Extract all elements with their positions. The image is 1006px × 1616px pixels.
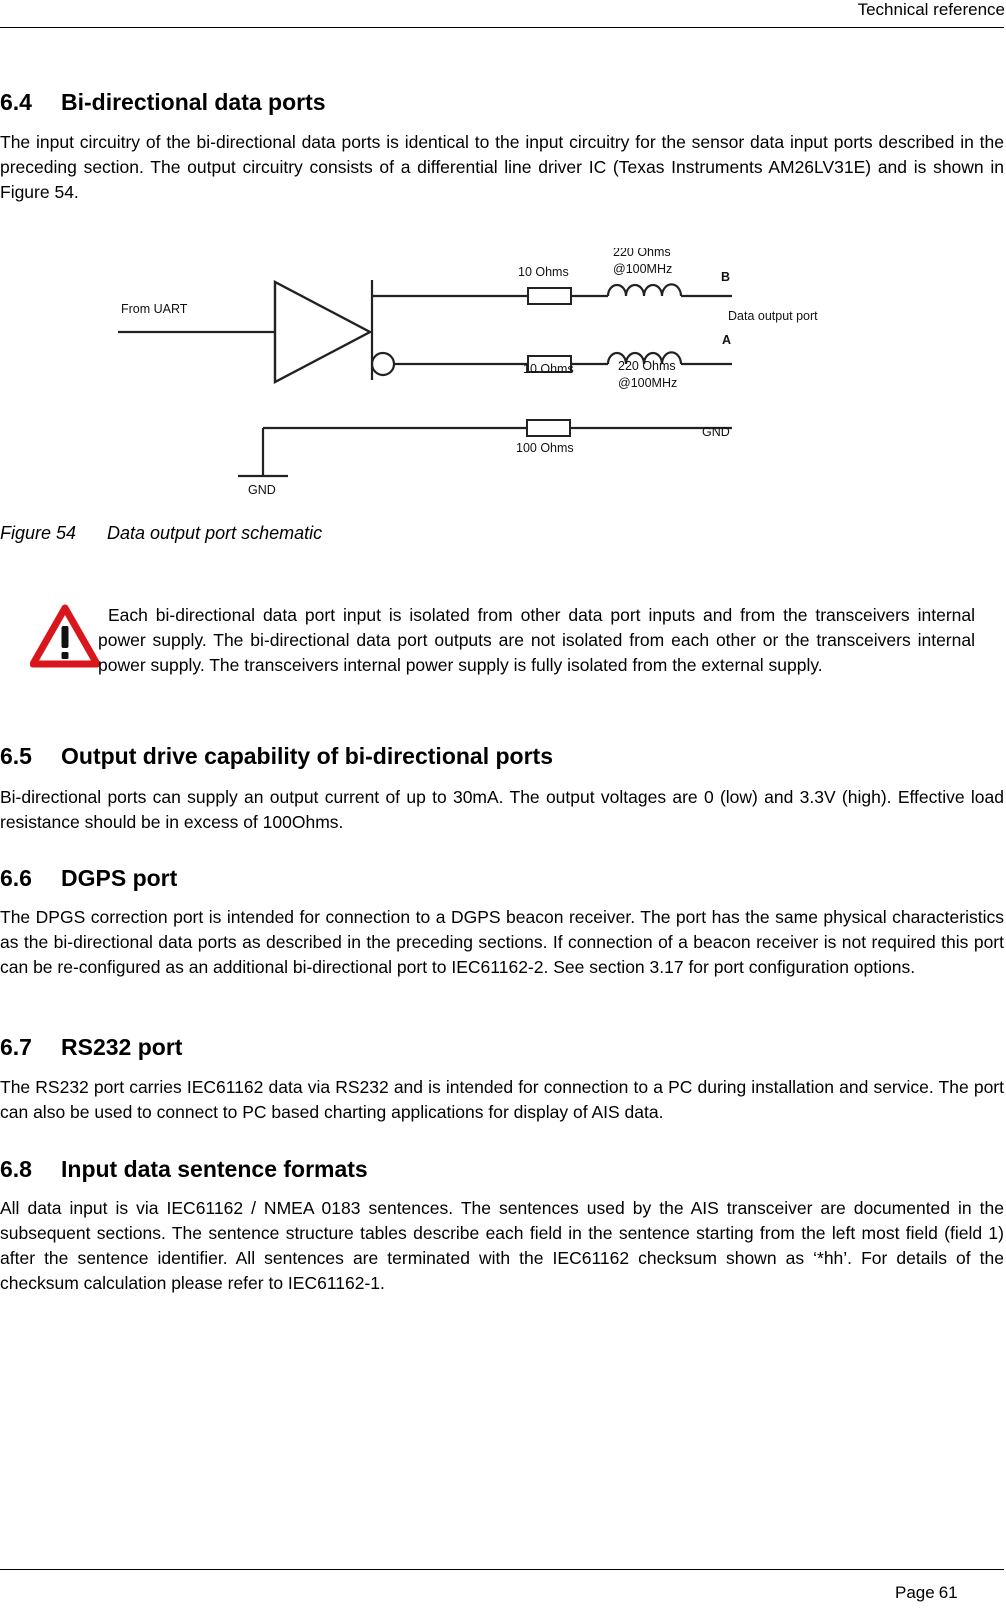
section-body-6-8: All data input is via IEC61162 / NMEA 0183 sentences. The sentences used by the AIS transceiver are documented in the subsequent sections. The sentence structure tables describe each field in the sentence starting from the left most field (field 1) after the sentence identifier. All sentences are terminated with the IEC61162 checksum shown as ‘*hh’. For details of the checksum calculation please refer to IEC61162-1. bbox=[0, 1198, 1004, 1293]
section-body-6-4: The input circuitry of the bi-directional data ports is identical to the input circuitry for the sensor data input ports described in the preceding section. The output circuitry consists of a differential line driver IC (Texas Instruments AM26LV31E) and is shown in Figure 54. bbox=[0, 132, 1004, 202]
label-resistor-a: 10 Ohms bbox=[523, 362, 574, 376]
running-header: Technical reference bbox=[857, 0, 1005, 19]
warning-note: Each bi-directional data port input is isolated from other data port inputs and from the transceivers internal power supply. The bi-directional data port outputs are not isolated from each other or the transceivers internal power supply. The transceivers internal power supply is fully isolated from the external supply. bbox=[98, 605, 975, 675]
section-heading-6-4 bbox=[0, 88, 326, 116]
inductor-b bbox=[608, 284, 681, 296]
section-number: 6.6 bbox=[0, 865, 32, 891]
label-inductor-a-value: 220 Ohms bbox=[618, 359, 676, 373]
section-heading-6-7 bbox=[0, 1033, 182, 1061]
label-inductor-a-freq: @100MHz bbox=[618, 376, 678, 390]
figure-caption bbox=[0, 521, 322, 545]
section-number: 6.7 bbox=[0, 1034, 32, 1060]
section-title: Output drive capability of bi-directional ports bbox=[61, 743, 553, 769]
label-resistor-gnd: 100 Ohms bbox=[516, 441, 574, 455]
section-title: Bi-directional data ports bbox=[61, 89, 326, 115]
label-pin-a: A bbox=[722, 333, 732, 347]
section-body-6-6: The DPGS correction port is intended for connection to a DGPS beacon receiver. The port has the same physical characteristics as the bi-directional data ports as described in the preceding sections. If connection of a beacon receiver is not required this port can be re-configured as an additional bi-directional port to IEC61162-2. See section 3.17 for port configuration options. bbox=[0, 907, 1004, 977]
section-heading-6-8 bbox=[0, 1155, 368, 1183]
figure-number: Figure 54 bbox=[0, 523, 77, 543]
header-divider bbox=[0, 27, 1004, 28]
figure-caption-text: Data output port schematic bbox=[107, 523, 323, 543]
label-data-output-port: Data output port bbox=[728, 309, 818, 323]
resistor-b bbox=[528, 288, 571, 304]
section-body-6-5: Bi-directional ports can supply an output current of up to 30mA. The output voltages are 0 (low) and 3.3V (high). Effective load resistance should be in excess of 100Ohms. bbox=[0, 787, 1004, 832]
section-heading-6-5 bbox=[0, 742, 553, 770]
warning-triangle-icon bbox=[30, 604, 100, 668]
data-output-port-schematic bbox=[118, 248, 858, 498]
section-number: 6.4 bbox=[0, 89, 32, 115]
section-number: 6.5 bbox=[0, 743, 32, 769]
section-number: 6.8 bbox=[0, 1156, 32, 1182]
page-number-value: 61 bbox=[938, 1583, 958, 1602]
section-title: DGPS port bbox=[61, 865, 178, 891]
label-gnd-right: GND bbox=[702, 425, 730, 439]
label-inductor-b-freq: @100MHz bbox=[613, 262, 673, 276]
section-heading-6-6 bbox=[0, 864, 177, 892]
label-pin-b: B bbox=[721, 270, 731, 284]
resistor-gnd bbox=[527, 420, 570, 436]
page-number bbox=[895, 1583, 958, 1603]
label-inductor-b-value: 220 Ohms bbox=[613, 248, 671, 259]
section-title: RS232 port bbox=[61, 1034, 183, 1060]
label-from-uart: From UART bbox=[121, 302, 188, 316]
section-body-6-7: The RS232 port carries IEC61162 data via RS232 and is intended for connection to a PC during installation and service. The port can also be used to connect to PC based charting applications for display of AIS data. bbox=[0, 1077, 1004, 1122]
page-label: Page bbox=[895, 1583, 935, 1602]
section-title: Input data sentence formats bbox=[61, 1156, 368, 1182]
footer-divider bbox=[0, 1569, 1004, 1570]
label-resistor-b: 10 Ohms bbox=[518, 265, 569, 279]
label-gnd-left: GND bbox=[248, 483, 276, 497]
